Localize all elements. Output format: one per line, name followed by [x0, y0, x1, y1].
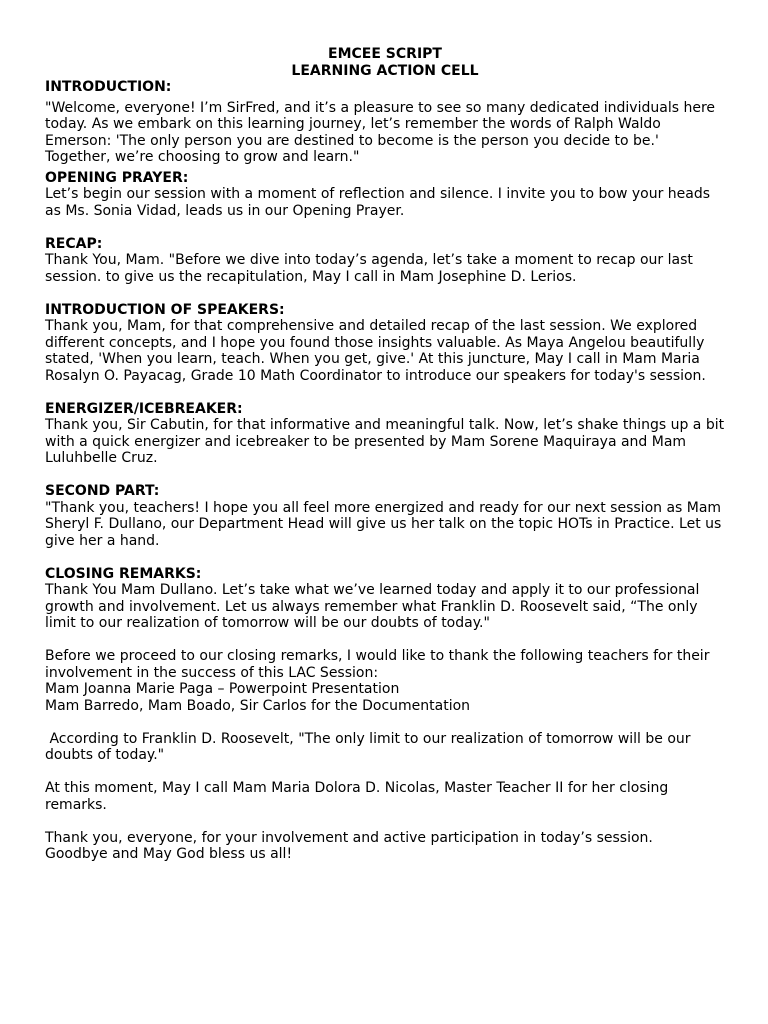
introduction-of-speakers-heading: INTRODUCTION OF SPEAKERS:: [45, 301, 285, 318]
thanks-line-documentation: Mam Barredo, Mam Boado, Sir Carlos for the Documentation: [45, 697, 471, 714]
thanks-intro: Before we proceed to our closing remarks, I would like to thank the following teachers for their involvement in the success of this LAC Session:: [45, 648, 710, 681]
second-part-heading: SECOND PART:: [45, 483, 160, 499]
closing-call: At this moment, May I call Mam Maria Dolora D. Nicolas, Master Teacher II for her closing remarks.: [45, 780, 669, 813]
introduction-of-speakers-text: Thank you, Mam, for that comprehensive and detailed recap of the last session. We explored different concepts, and I hope you found those insights valuable. As Maya Angelou beautifully stated, 'When you learn, teach. When you get, give.' At this juncture, May I call in Mam Maria Rosalyn O. Payacag, Grade 10 Math Coordinator to introduce our speakers for today's session.: [45, 318, 706, 384]
thanks-line-presentation: Mam Joanna Marie Paga – Powerpoint Presentation: [45, 681, 400, 697]
energizer-heading: ENERGIZER/ICEBREAKER:: [45, 400, 243, 417]
document-subtitle: LEARNING ACTION CELL: [291, 62, 479, 79]
introduction-heading: INTRODUCTION:: [45, 79, 172, 95]
second-part-text: "Thank you, teachers! I hope you all feel more energized and ready for our next session as Mam Sheryl F. Dullano, our Department Head will give us her talk on the topic HOTs in Practice. Let us give her a hand.: [45, 499, 722, 549]
document-title: EMCEE SCRIPT: [328, 46, 442, 62]
introduction-text: "Welcome, everyone! I’m SirFred, and it’s a pleasure to see so many dedicated individuals here today. As we embark on this learning journey, let’s remember the words of Ralph Waldo Emerson: 'The only person you are destined to become is the person you decide to be.' Together, we’re choosing to grow and learn.": [45, 99, 716, 165]
recap-text: Thank You, Mam. "Before we dive into today’s agenda, let’s take a moment to recap our last session. to give us the recapitulation, May I call in Mam Josephine D. Lerios.: [45, 252, 693, 285]
opening-prayer-heading: OPENING PRAYER:: [45, 169, 189, 186]
closing-remarks-text: Thank You Mam Dullano. Let’s take what we’ve learned today and apply it to our professional growth and involvement. Let us always remember what Franklin D. Roosevelt said, “The only limit to our realization of tomorrow will be our doubts of today.": [45, 582, 700, 631]
final-thanks: Thank you, everyone, for your involvement and active participation in today’s session.: [45, 829, 653, 846]
opening-prayer-text: Let’s begin our session with a moment of reflection and silence. I invite you to bow your heads as Ms. Sonia Vidad, leads us in our Opening Prayer.: [45, 186, 711, 219]
energizer-text: Thank you, Sir Cabutin, for that informative and meaningful talk. Now, let’s shake things up a bit with a quick energizer and icebreaker to be presented by Mam Sorene Maquiraya and Mam Luluhbelle Cruz.: [45, 417, 725, 466]
closing-remarks-heading: CLOSING REMARKS:: [45, 565, 202, 582]
recap-heading: RECAP:: [45, 235, 103, 252]
document-page: [45, 46, 725, 863]
roosevelt-quote: According to Franklin D. Roosevelt, "The only limit to our realization of tomorrow will be our doubts of today.": [45, 730, 695, 763]
final-goodbye: Goodbye and May God bless us all!: [45, 846, 293, 862]
